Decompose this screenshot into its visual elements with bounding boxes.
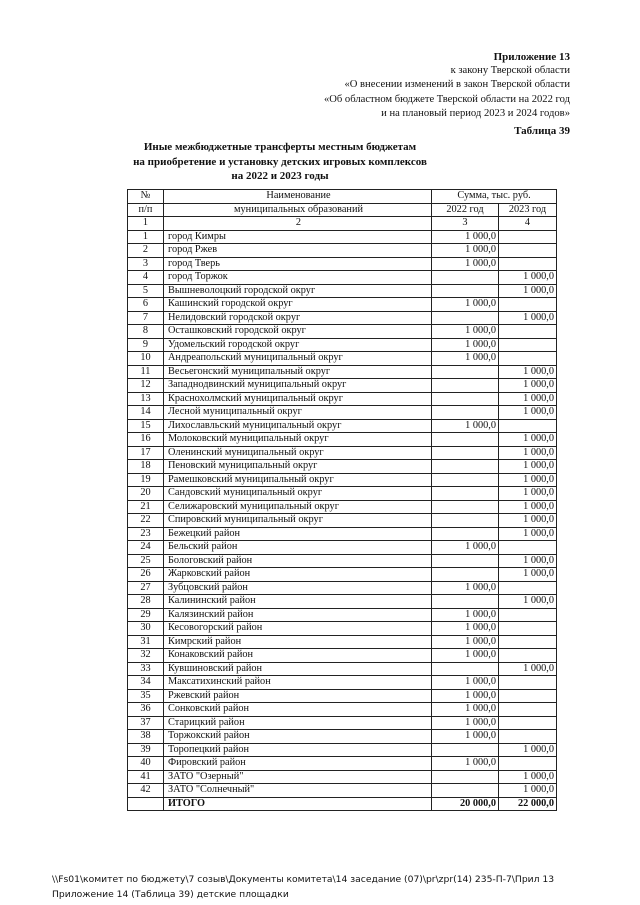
total-2023: 22 000,0 <box>499 797 557 811</box>
row-number: 40 <box>128 757 164 771</box>
amount-2023: 1 000,0 <box>499 379 557 393</box>
amount-2023: 1 000,0 <box>499 406 557 420</box>
row-number: 20 <box>128 487 164 501</box>
total-2022: 20 000,0 <box>432 797 499 811</box>
amount-2022 <box>432 392 499 406</box>
amount-2023: 1 000,0 <box>499 473 557 487</box>
municipality-name: Фировский район <box>164 757 432 771</box>
table-row <box>128 608 557 622</box>
amount-2022: 1 000,0 <box>432 635 499 649</box>
amount-2022 <box>432 554 499 568</box>
amount-2022 <box>432 743 499 757</box>
amount-2023 <box>499 298 557 312</box>
amount-2023: 1 000,0 <box>499 514 557 528</box>
municipality-name: Бежецкий район <box>164 527 432 541</box>
municipality-name: Ржевский район <box>164 689 432 703</box>
municipality-name: Рамешковский муниципальный округ <box>164 473 432 487</box>
col-num-header-sub: п/п <box>128 203 164 217</box>
row-number: 17 <box>128 446 164 460</box>
row-number: 24 <box>128 541 164 555</box>
table-number: Таблица 39 <box>514 125 570 138</box>
municipality-name: Селижаровский муниципальный округ <box>164 500 432 514</box>
table-row <box>128 473 557 487</box>
table-row <box>128 446 557 460</box>
table-row <box>128 230 557 244</box>
amount-2022 <box>432 460 499 474</box>
amount-2023: 1 000,0 <box>499 784 557 798</box>
row-number: 23 <box>128 527 164 541</box>
row-number: 35 <box>128 689 164 703</box>
row-number: 30 <box>128 622 164 636</box>
table-header-row <box>128 190 557 204</box>
municipality-name: Бельский район <box>164 541 432 555</box>
row-number: 2 <box>128 244 164 258</box>
municipality-name: Оленинский муниципальный округ <box>164 446 432 460</box>
table-row <box>128 419 557 433</box>
amount-2023 <box>499 352 557 366</box>
amount-2023: 1 000,0 <box>499 568 557 582</box>
header-line: и на плановый период 2023 и 2024 годов» <box>381 107 570 119</box>
amount-2023: 1 000,0 <box>499 311 557 325</box>
amount-2023: 1 000,0 <box>499 500 557 514</box>
amount-2023 <box>499 541 557 555</box>
amount-2023 <box>499 676 557 690</box>
row-number: 36 <box>128 703 164 717</box>
amount-2022 <box>432 446 499 460</box>
table-row <box>128 770 557 784</box>
row-number: 15 <box>128 419 164 433</box>
table-row <box>128 649 557 663</box>
amount-2022: 1 000,0 <box>432 581 499 595</box>
row-number: 1 <box>128 230 164 244</box>
table-row <box>128 635 557 649</box>
index-cell: 4 <box>499 217 557 231</box>
table-row <box>128 514 557 528</box>
row-number: 29 <box>128 608 164 622</box>
municipality-name: Кесовогорский район <box>164 622 432 636</box>
amount-2022: 1 000,0 <box>432 298 499 312</box>
amount-2023 <box>499 244 557 258</box>
municipality-name: город Тверь <box>164 257 432 271</box>
row-number: 34 <box>128 676 164 690</box>
document-title <box>120 140 440 184</box>
total-row <box>128 797 557 811</box>
municipality-name: Торопецкий район <box>164 743 432 757</box>
table-header-row <box>128 203 557 217</box>
row-number: 16 <box>128 433 164 447</box>
header-line: к закону Тверской области <box>450 65 570 77</box>
appendix-header <box>150 50 570 138</box>
amount-2023 <box>499 338 557 352</box>
amount-2023: 1 000,0 <box>499 554 557 568</box>
amount-2022: 1 000,0 <box>432 325 499 339</box>
row-number: 7 <box>128 311 164 325</box>
amount-2022: 1 000,0 <box>432 703 499 717</box>
table-row <box>128 581 557 595</box>
file-path-footer <box>52 872 612 902</box>
row-number: 18 <box>128 460 164 474</box>
amount-2022 <box>432 770 499 784</box>
row-number: 22 <box>128 514 164 528</box>
row-number: 13 <box>128 392 164 406</box>
municipality-name: Бологовский район <box>164 554 432 568</box>
amount-2023 <box>499 649 557 663</box>
row-number: 14 <box>128 406 164 420</box>
amount-2022 <box>432 568 499 582</box>
municipality-name: Калининский район <box>164 595 432 609</box>
municipality-name: Кимрский район <box>164 635 432 649</box>
col-2022-header: 2022 год <box>432 203 499 217</box>
table-row <box>128 662 557 676</box>
footer-line: \\Fs01\комитет по бюджету\7 созыв\Документы комитета\14 заседание (07)\pr\zpr(14) 235-П-7\Прил 13 <box>52 874 555 885</box>
amount-2023: 1 000,0 <box>499 284 557 298</box>
amount-2023 <box>499 608 557 622</box>
table-row <box>128 743 557 757</box>
amount-2023 <box>499 689 557 703</box>
municipality-name: Старицкий район <box>164 716 432 730</box>
table-row <box>128 757 557 771</box>
title-line: на приобретение и установку детских игровых комплексов <box>133 155 427 168</box>
municipality-name: Западнодвинский муниципальный округ <box>164 379 432 393</box>
row-number: 37 <box>128 716 164 730</box>
table-row <box>128 716 557 730</box>
amount-2022 <box>432 311 499 325</box>
amount-2022: 1 000,0 <box>432 541 499 555</box>
table-row <box>128 338 557 352</box>
amount-2022 <box>432 662 499 676</box>
municipality-name: Сандовский муниципальный округ <box>164 487 432 501</box>
title-line: на 2022 и 2023 годы <box>231 170 329 183</box>
row-number: 27 <box>128 581 164 595</box>
amount-2022: 1 000,0 <box>432 352 499 366</box>
amount-2022: 1 000,0 <box>432 649 499 663</box>
amount-2022: 1 000,0 <box>432 230 499 244</box>
amount-2023 <box>499 635 557 649</box>
row-number: 19 <box>128 473 164 487</box>
table-row <box>128 244 557 258</box>
row-number: 8 <box>128 325 164 339</box>
municipality-name: Краснохолмский муниципальный округ <box>164 392 432 406</box>
col-num-header: № <box>128 190 164 204</box>
municipality-name: город Торжок <box>164 271 432 285</box>
amount-2023: 1 000,0 <box>499 460 557 474</box>
table-index-row <box>128 217 557 231</box>
amount-2022: 1 000,0 <box>432 622 499 636</box>
table-row <box>128 271 557 285</box>
row-number: 3 <box>128 257 164 271</box>
amount-2022: 1 000,0 <box>432 689 499 703</box>
appendix-title: Приложение 13 <box>493 51 570 63</box>
table-row <box>128 595 557 609</box>
table-row <box>128 568 557 582</box>
municipality-name: город Ржев <box>164 244 432 258</box>
amount-2023 <box>499 257 557 271</box>
amount-2023: 1 000,0 <box>499 595 557 609</box>
amount-2023: 1 000,0 <box>499 662 557 676</box>
municipality-name: Кашинский городской округ <box>164 298 432 312</box>
amount-2023 <box>499 581 557 595</box>
amount-2022 <box>432 284 499 298</box>
table-row <box>128 298 557 312</box>
amount-2022 <box>432 271 499 285</box>
row-number: 25 <box>128 554 164 568</box>
amount-2023: 1 000,0 <box>499 487 557 501</box>
row-number: 42 <box>128 784 164 798</box>
table-row <box>128 460 557 474</box>
header-line: «Об областном бюджете Тверской области на 2022 год <box>323 93 570 105</box>
municipality-name: Максатихинский район <box>164 676 432 690</box>
municipality-name: Жарковский район <box>164 568 432 582</box>
row-number: 39 <box>128 743 164 757</box>
row-number: 21 <box>128 500 164 514</box>
municipality-name: Конаковский район <box>164 649 432 663</box>
row-number: 32 <box>128 649 164 663</box>
municipality-name: Андреапольский муниципальный округ <box>164 352 432 366</box>
amount-2023 <box>499 622 557 636</box>
municipality-name: Торжокский район <box>164 730 432 744</box>
amount-2023 <box>499 730 557 744</box>
amount-2022: 1 000,0 <box>432 338 499 352</box>
table-row <box>128 689 557 703</box>
amount-2022 <box>432 433 499 447</box>
amount-2023 <box>499 716 557 730</box>
table-row <box>128 554 557 568</box>
table-row <box>128 784 557 798</box>
municipality-name: Зубцовский район <box>164 581 432 595</box>
amount-2023: 1 000,0 <box>499 365 557 379</box>
amount-2022: 1 000,0 <box>432 730 499 744</box>
table-row <box>128 622 557 636</box>
amount-2023 <box>499 757 557 771</box>
table-row <box>128 527 557 541</box>
amount-2023 <box>499 419 557 433</box>
amount-2022 <box>432 406 499 420</box>
amount-2022: 1 000,0 <box>432 676 499 690</box>
table-row <box>128 365 557 379</box>
municipality-name: Весьегонский муниципальный округ <box>164 365 432 379</box>
index-cell: 3 <box>432 217 499 231</box>
row-number: 31 <box>128 635 164 649</box>
table-row <box>128 352 557 366</box>
amount-2023: 1 000,0 <box>499 770 557 784</box>
index-cell: 2 <box>164 217 432 231</box>
amount-2023: 1 000,0 <box>499 271 557 285</box>
municipality-name: Пеновский муниципальный округ <box>164 460 432 474</box>
amount-2022: 1 000,0 <box>432 244 499 258</box>
row-number: 10 <box>128 352 164 366</box>
col-name-header: Наименование <box>164 190 432 204</box>
amount-2023 <box>499 325 557 339</box>
table-row <box>128 257 557 271</box>
table-row <box>128 433 557 447</box>
header-line: «О внесении изменений в закон Тверской области <box>344 79 570 91</box>
amount-2022: 1 000,0 <box>432 257 499 271</box>
amount-2023: 1 000,0 <box>499 527 557 541</box>
amount-2022 <box>432 365 499 379</box>
municipality-name: Спировский муниципальный округ <box>164 514 432 528</box>
amount-2022 <box>432 784 499 798</box>
row-number: 6 <box>128 298 164 312</box>
amount-2022 <box>432 473 499 487</box>
table-row <box>128 500 557 514</box>
table-row <box>128 379 557 393</box>
municipality-name: Лихославльский муниципальный округ <box>164 419 432 433</box>
municipality-name: Лесной муниципальный округ <box>164 406 432 420</box>
table-row <box>128 487 557 501</box>
municipality-name: Калязинский район <box>164 608 432 622</box>
amount-2023 <box>499 703 557 717</box>
amount-2022 <box>432 487 499 501</box>
table-row <box>128 703 557 717</box>
table-row <box>128 325 557 339</box>
table-row <box>128 406 557 420</box>
col-name-header-sub: муниципальных образований <box>164 203 432 217</box>
municipality-name: Осташковский городской округ <box>164 325 432 339</box>
row-number: 9 <box>128 338 164 352</box>
row-number: 4 <box>128 271 164 285</box>
footer-line: Приложение 14 (Таблица 39) детские площадки <box>52 889 289 900</box>
municipality-name: Нелидовский городской округ <box>164 311 432 325</box>
amount-2022 <box>432 527 499 541</box>
total-number-cell <box>128 797 164 811</box>
col-2023-header: 2023 год <box>499 203 557 217</box>
total-label: ИТОГО <box>164 797 432 811</box>
amount-2023: 1 000,0 <box>499 446 557 460</box>
col-sum-header: Сумма, тыс. руб. <box>432 190 557 204</box>
amount-2022 <box>432 500 499 514</box>
municipality-name: ЗАТО "Солнечный" <box>164 784 432 798</box>
amount-2023: 1 000,0 <box>499 743 557 757</box>
municipality-name: ЗАТО "Озерный" <box>164 770 432 784</box>
table-row <box>128 284 557 298</box>
row-number: 38 <box>128 730 164 744</box>
municipality-name: Удомельский городской округ <box>164 338 432 352</box>
municipality-name: город Кимры <box>164 230 432 244</box>
municipality-name: Кувшиновский район <box>164 662 432 676</box>
table-row <box>128 730 557 744</box>
amount-2022: 1 000,0 <box>432 757 499 771</box>
municipality-name: Вышневолоцкий городской округ <box>164 284 432 298</box>
amount-2023: 1 000,0 <box>499 433 557 447</box>
amount-2022: 1 000,0 <box>432 716 499 730</box>
index-cell: 1 <box>128 217 164 231</box>
row-number: 26 <box>128 568 164 582</box>
amount-2022: 1 000,0 <box>432 608 499 622</box>
table-row <box>128 311 557 325</box>
row-number: 28 <box>128 595 164 609</box>
table-row <box>128 541 557 555</box>
row-number: 33 <box>128 662 164 676</box>
amount-2023 <box>499 230 557 244</box>
amount-2022 <box>432 514 499 528</box>
table-row <box>128 676 557 690</box>
row-number: 41 <box>128 770 164 784</box>
amount-2022 <box>432 379 499 393</box>
title-line: Иные межбюджетные трансферты местным бюджетам <box>143 141 417 153</box>
amount-2022: 1 000,0 <box>432 419 499 433</box>
transfers-table <box>127 189 557 811</box>
row-number: 11 <box>128 365 164 379</box>
amount-2023: 1 000,0 <box>499 392 557 406</box>
amount-2022 <box>432 595 499 609</box>
municipality-name: Сонковский район <box>164 703 432 717</box>
row-number: 5 <box>128 284 164 298</box>
municipality-name: Молоковский муниципальный округ <box>164 433 432 447</box>
table-row <box>128 392 557 406</box>
row-number: 12 <box>128 379 164 393</box>
